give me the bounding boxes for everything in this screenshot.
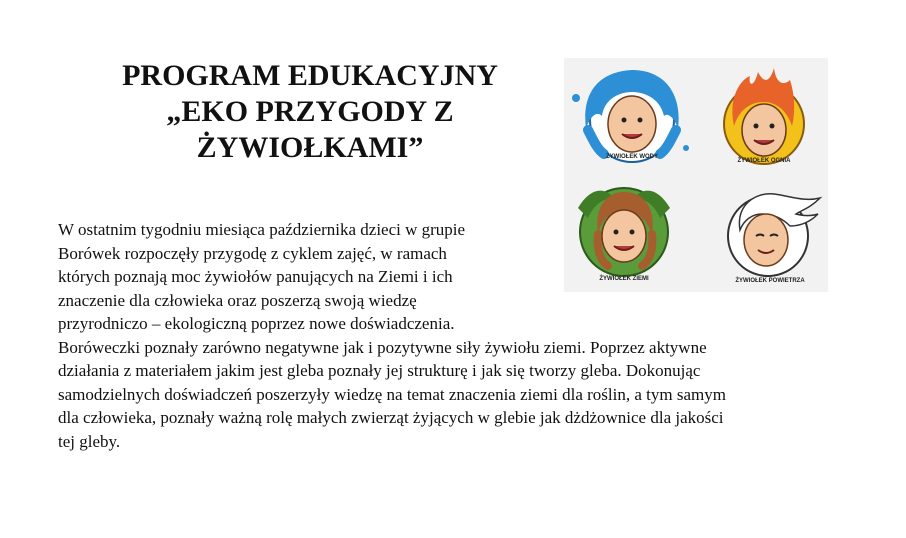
fire-character-icon <box>724 68 804 164</box>
character-label: ŻYWIOŁEK ZIEMI <box>599 276 649 282</box>
water-character-icon <box>572 70 689 162</box>
page-title <box>80 58 540 166</box>
title-line: „EKO PRZYGODY Z <box>166 95 454 128</box>
title-line: ŻYWIOŁKAMI” <box>196 131 424 164</box>
body-line: W ostatnim tygodniu miesiąca października dzieci w grupie <box>58 220 466 239</box>
body-line: Borówek rozpoczęły przygodę z cyklem zajęć, w ramach <box>58 243 447 263</box>
title-line: PROGRAM EDUKACYJNY <box>122 59 498 92</box>
character-label: ŻYWIOŁEK POWIETRZA <box>735 278 805 284</box>
body-line: samodzielnych doświadczeń poszerzyły wiedzę na temat znaczenia ziemi dla roślin, a tym samym <box>58 384 726 404</box>
body-line: znaczenie dla człowieka oraz poszerzą swoją wiedzę <box>58 290 417 310</box>
body-line: przyrodniczo – ekologiczną poprzez nowe doświadczenia. <box>58 314 455 333</box>
body-line: Boróweczki poznały zarówno negatywne jak i pozytywne siły żywiołu ziemi. Poprzez aktywne <box>58 337 707 357</box>
character-label: ŻYWIOŁEK WODY <box>606 154 658 160</box>
article-body <box>58 218 858 453</box>
body-line: działania z materiałem jakim jest gleba poznały jej strukturę i jak się tworzy gleba. Dokonując <box>58 361 701 380</box>
body-line: tej gleby. <box>58 431 121 451</box>
body-line: dla człowieka, poznały ważną rolę małych zwierząt żyjących w glebie jak dżdżownice dla jakości <box>58 408 724 427</box>
body-line: których poznają moc żywiołów panujących na Ziemi i ich <box>58 267 453 286</box>
character-label: ŻYWIOŁEK OGNIA <box>737 158 791 164</box>
